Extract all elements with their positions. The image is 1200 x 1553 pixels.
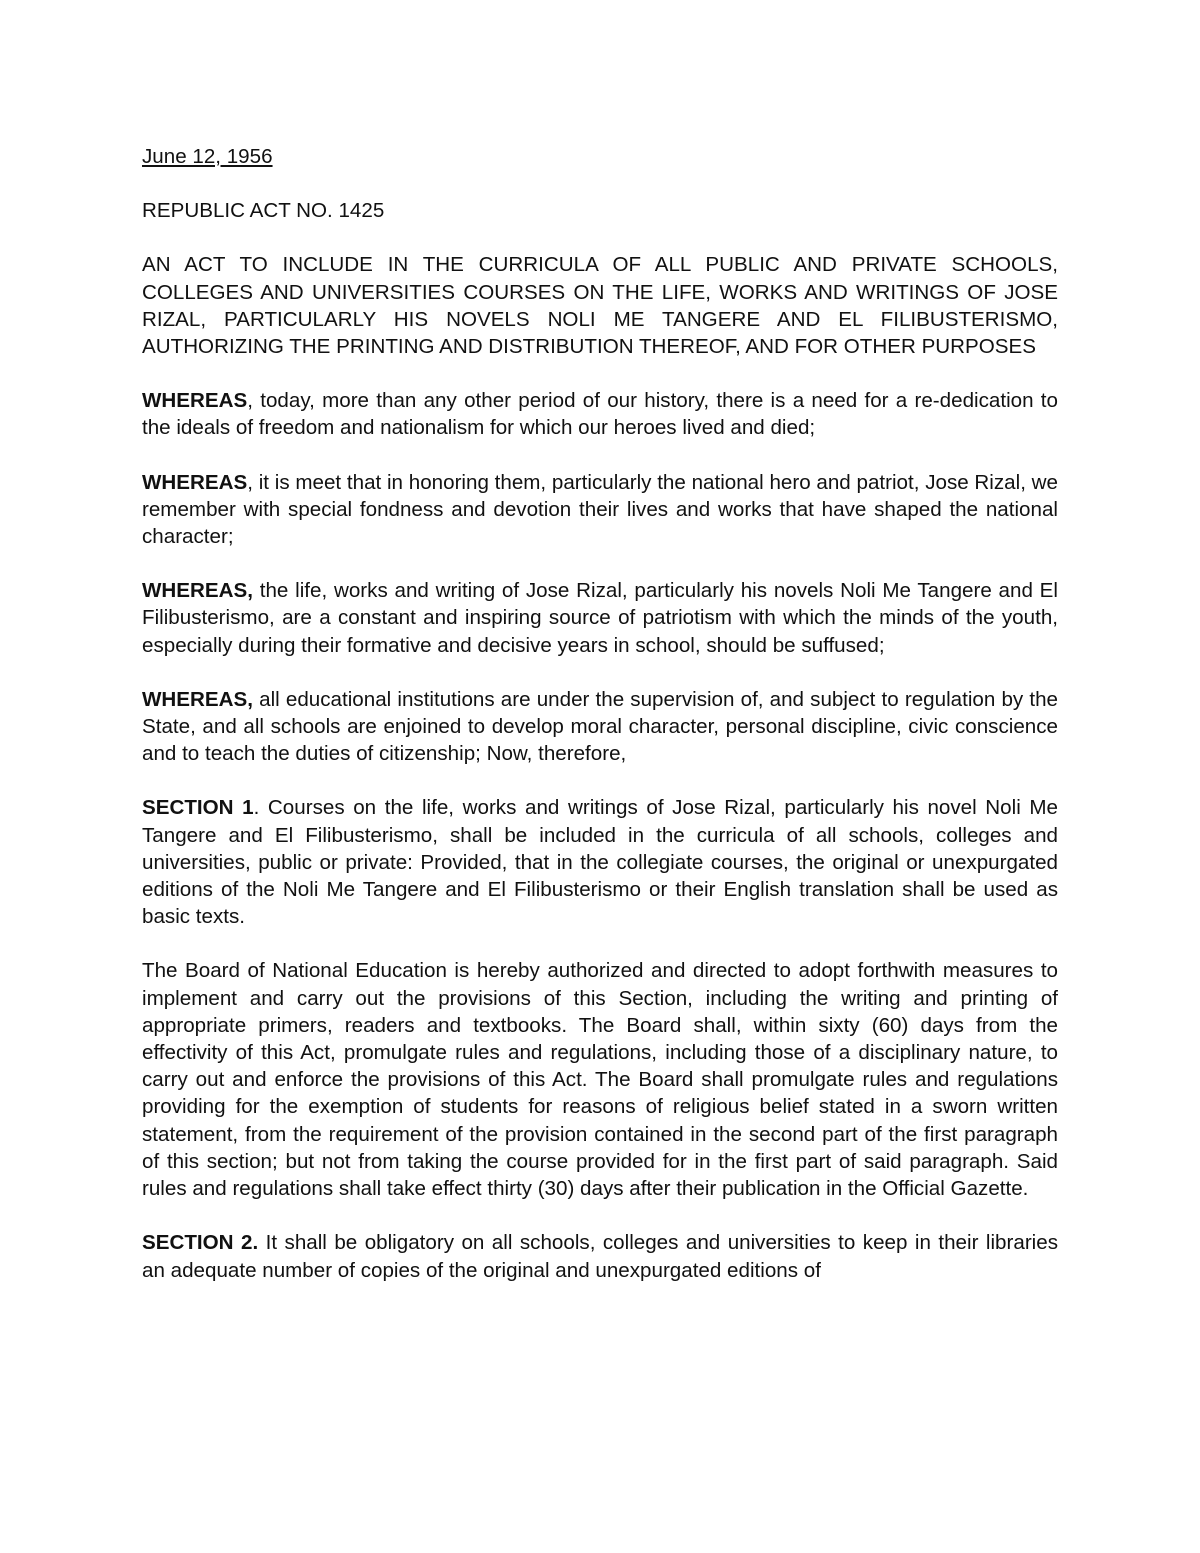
paragraph-text: all educational institutions are under the supervision of, and subject to regulation by the State, and all schools are enjoined to develop moral character, personal discipline, civic conscience and to teach the duties of citizenship; Now, therefore, xyxy=(142,687,1058,766)
paragraph-lead: SECTION 2. xyxy=(142,1231,259,1255)
act-title: AN ACT TO INCLUDE IN THE CURRICULA OF ALL PUBLIC AND PRIVATE SCHOOLS, COLLEGES AND UNIVERSITIES COURSES ON THE LIFE, WORKS AND WRITINGS OF JOSE RIZAL, PARTICULARLY HIS NOVELS NOLI ME TANGERE AND EL FILIBUSTERISMO, AUTHORIZING THE PRINTING AND DISTRIBUTION THEREOF, AND FOR OTHER PURPOSES xyxy=(142,253,1058,359)
board-paragraph xyxy=(142,957,1058,1202)
whereas-paragraph-3 xyxy=(142,577,1058,659)
act-number: REPUBLIC ACT NO. 1425 xyxy=(142,199,385,223)
whereas-paragraph-2 xyxy=(142,469,1058,551)
section-1-paragraph xyxy=(142,794,1058,930)
paragraph-text: , today, more than any other period of our history, there is a need for a re-dedication to the ideals of freedom and nationalism for which our heroes lived and died; xyxy=(142,389,1058,440)
whereas-paragraph-1 xyxy=(142,387,1058,441)
paragraph-text: . Courses on the life, works and writings of Jose Rizal, particularly his novel Noli Me Tangere and El Filibusterismo, shall be included in the curricula of all schools, colleges and universities, public or private: Provided, that in the collegiate courses, the original or unexpurgated editions of the Noli Me Tangere and El Filibusterismo or their English translation shall be used as basic texts. xyxy=(142,796,1059,929)
paragraph-text: The Board of National Education is hereby authorized and directed to adopt forthwith measures to implement and carry out the provisions of this Section, including the writing and printing of appropriate primers, readers and textbooks. The Board shall, within sixty (60) days from the effectivity of this Act, promulgate rules and regulations, including those of a disciplinary nature, to carry out and enforce the provisions of this Act. The Board shall promulgate rules and regulations providing for the exemption of students for reasons of religious belief stated in a sworn written statement, from the requirement of the provision contained in the second part of the first paragraph of this section; but not from taking the course provided for in the first part of said paragraph. Said rules and regulations shall take effect thirty (30) days after their publication in the Official Gazette. xyxy=(142,959,1058,1201)
document-page xyxy=(142,143,1058,1311)
document-date: June 12, 1956 xyxy=(142,145,273,168)
paragraph-lead: WHEREAS xyxy=(142,470,248,494)
paragraph-lead: WHEREAS, xyxy=(142,579,253,603)
paragraph-text: It shall be obligatory on all schools, colleges and universities to keep in their libraries an adequate number of copies of the original and unexpurgated editions of xyxy=(142,1231,1058,1282)
whereas-paragraph-4 xyxy=(142,686,1058,768)
paragraph-text: , it is meet that in honoring them, particularly the national hero and patriot, Jose Rizal, we remember with special fondness and devotion their lives and works that have shaped the national character; xyxy=(142,470,1058,549)
paragraph-lead: WHEREAS xyxy=(142,389,248,413)
paragraph-lead: WHEREAS, xyxy=(142,687,253,711)
paragraph-text: the life, works and writing of Jose Rizal, particularly his novels Noli Me Tangere and El Filibusterismo, are a constant and inspiring source of patriotism with which the minds of the youth, especially during their formative and decisive years in school, should be suffused; xyxy=(142,579,1058,657)
section-2-paragraph xyxy=(142,1229,1058,1283)
paragraph-lead: SECTION 1 xyxy=(142,796,254,820)
